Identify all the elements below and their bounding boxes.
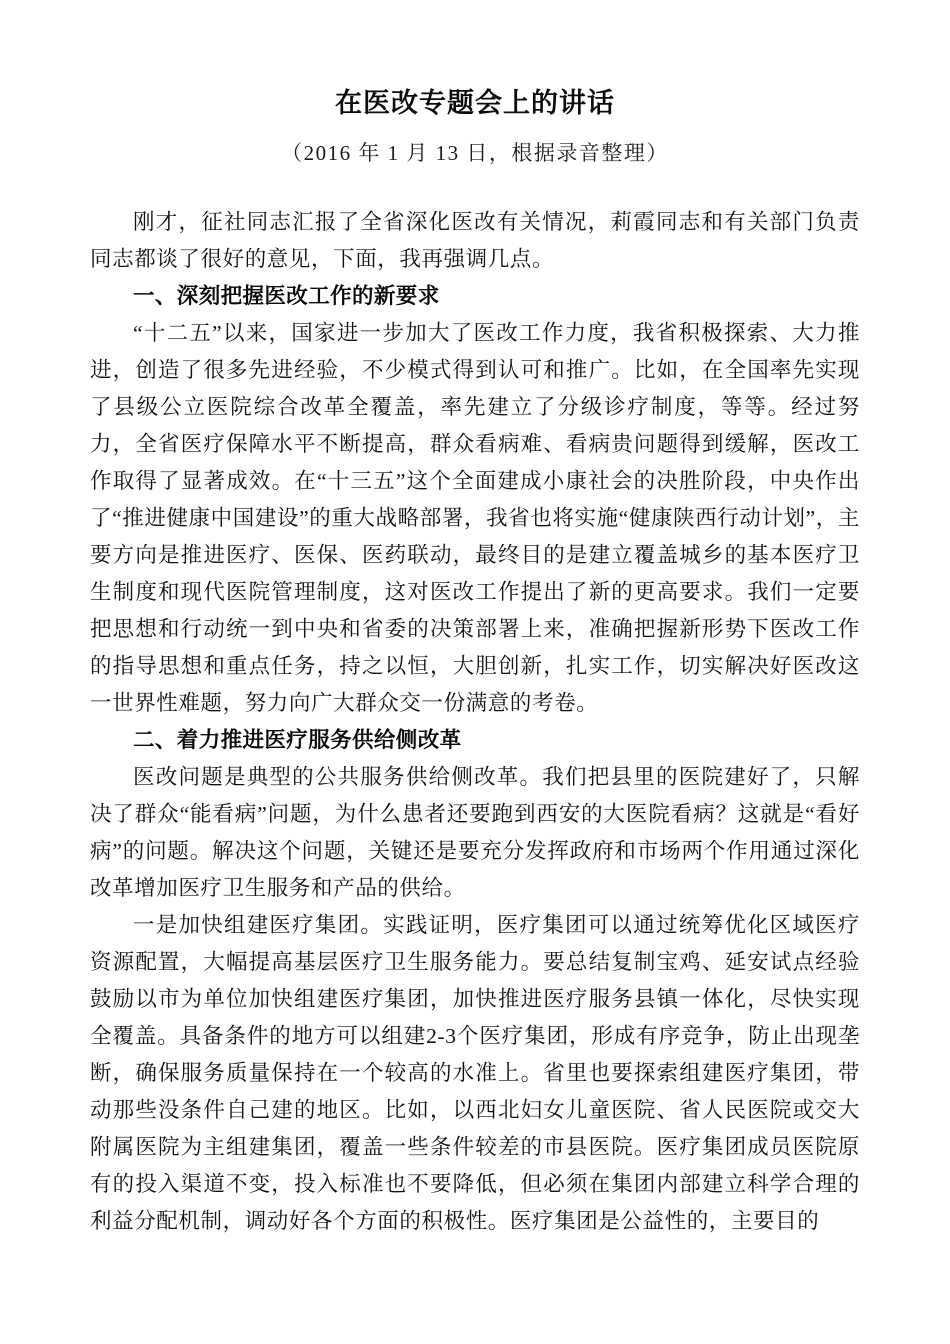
section-heading-one: 一、深刻把握医改工作的新要求 — [133, 284, 440, 309]
paragraph-section-one-body: “十二五”以来，国家进一步加大了医改工作力度，我省积极探索、大力推进，创造了很多先进经验，不少模式得到认可和推广。比如，在全国率先实现了县级公立医院综合改革全覆盖，率先建立了分级诊疗制度，等等。经过努力，全省医疗保障水平不断提高，群众看病难、看病贵问题得到缓解，医改工作取得了显著成效。在“十三五”这个全面建成小康社会的决胜阶段，中央作出了“推进健康中国建设”的重大战略部署，我省也将实施“健康陕西行动计划”，主要方向是推进医疗、医保、医药联动，最终目的是建立覆盖城乡的基本医疗卫生制度和现代医院管理制度，这对医改工作提出了新的更高要求。我们一定要把思想和行动统一到中央和省委的决策部署上来，准确把握新形势下医改工作的指导思想和重点任务，持之以恒，大胆创新，扎实工作，切实解决好医改这一世界性难题，努力向广大群众交一份满意的考卷。 — [90, 321, 860, 715]
paragraph-section-two-intro: 医改问题是典型的公共服务供给侧改革。我们把县里的医院建好了，只解决了群众“能看病”问题，为什么患者还要跑到西安的大医院看病？这就是“看好病”的问题。解决这个问题，关键还是要充分发挥政府和市场两个作用通过深化改革增加医疗卫生服务和产品的供给。 — [90, 765, 860, 900]
document-date-subtitle: （2016 年 1 月 13 日，根据录音整理） — [281, 141, 669, 165]
page-content — [90, 0, 860, 1240]
page-title: 在医改专题会上的讲话 — [335, 88, 615, 118]
section-heading-two: 二、着力推进医疗服务供给侧改革 — [133, 728, 462, 753]
document-body — [90, 168, 860, 1240]
paragraph-section-two-point-one: 一是加快组建医疗集团。实践证明，医疗集团可以通过统筹优化区域医疗资源配置，大幅提高基层医疗卫生服务能力。要总结复制宝鸡、延安试点经验鼓励以市为单位加快组建医疗集团，加快推进医疗服务县镇一体化，尽快实现全覆盖。具备条件的地方可以组建2-3个医疗集团，形成有序竞争，防止出现垄断，确保服务质量保持在一个较高的水准上。省里也要探索组建医疗集团，带动那些没条件自己建的地区。比如，以西北妇女儿童医院、省人民医院或交大附属医院为主组建集团，覆盖一些条件较差的市县医院。医疗集团成员医院原有的投入渠道不变，投入标准也不要降低，但必须在集团内部建立科学合理的利益分配机制，调动好各个方面的积极性。医疗集团是公益性的，主要目的 — [90, 913, 860, 1233]
paragraph-opening: 刚才，征社同志汇报了全省深化医改有关情况，莉霞同志和有关部门负责同志都谈了很好的意见，下面，我再强调几点。 — [90, 210, 860, 271]
